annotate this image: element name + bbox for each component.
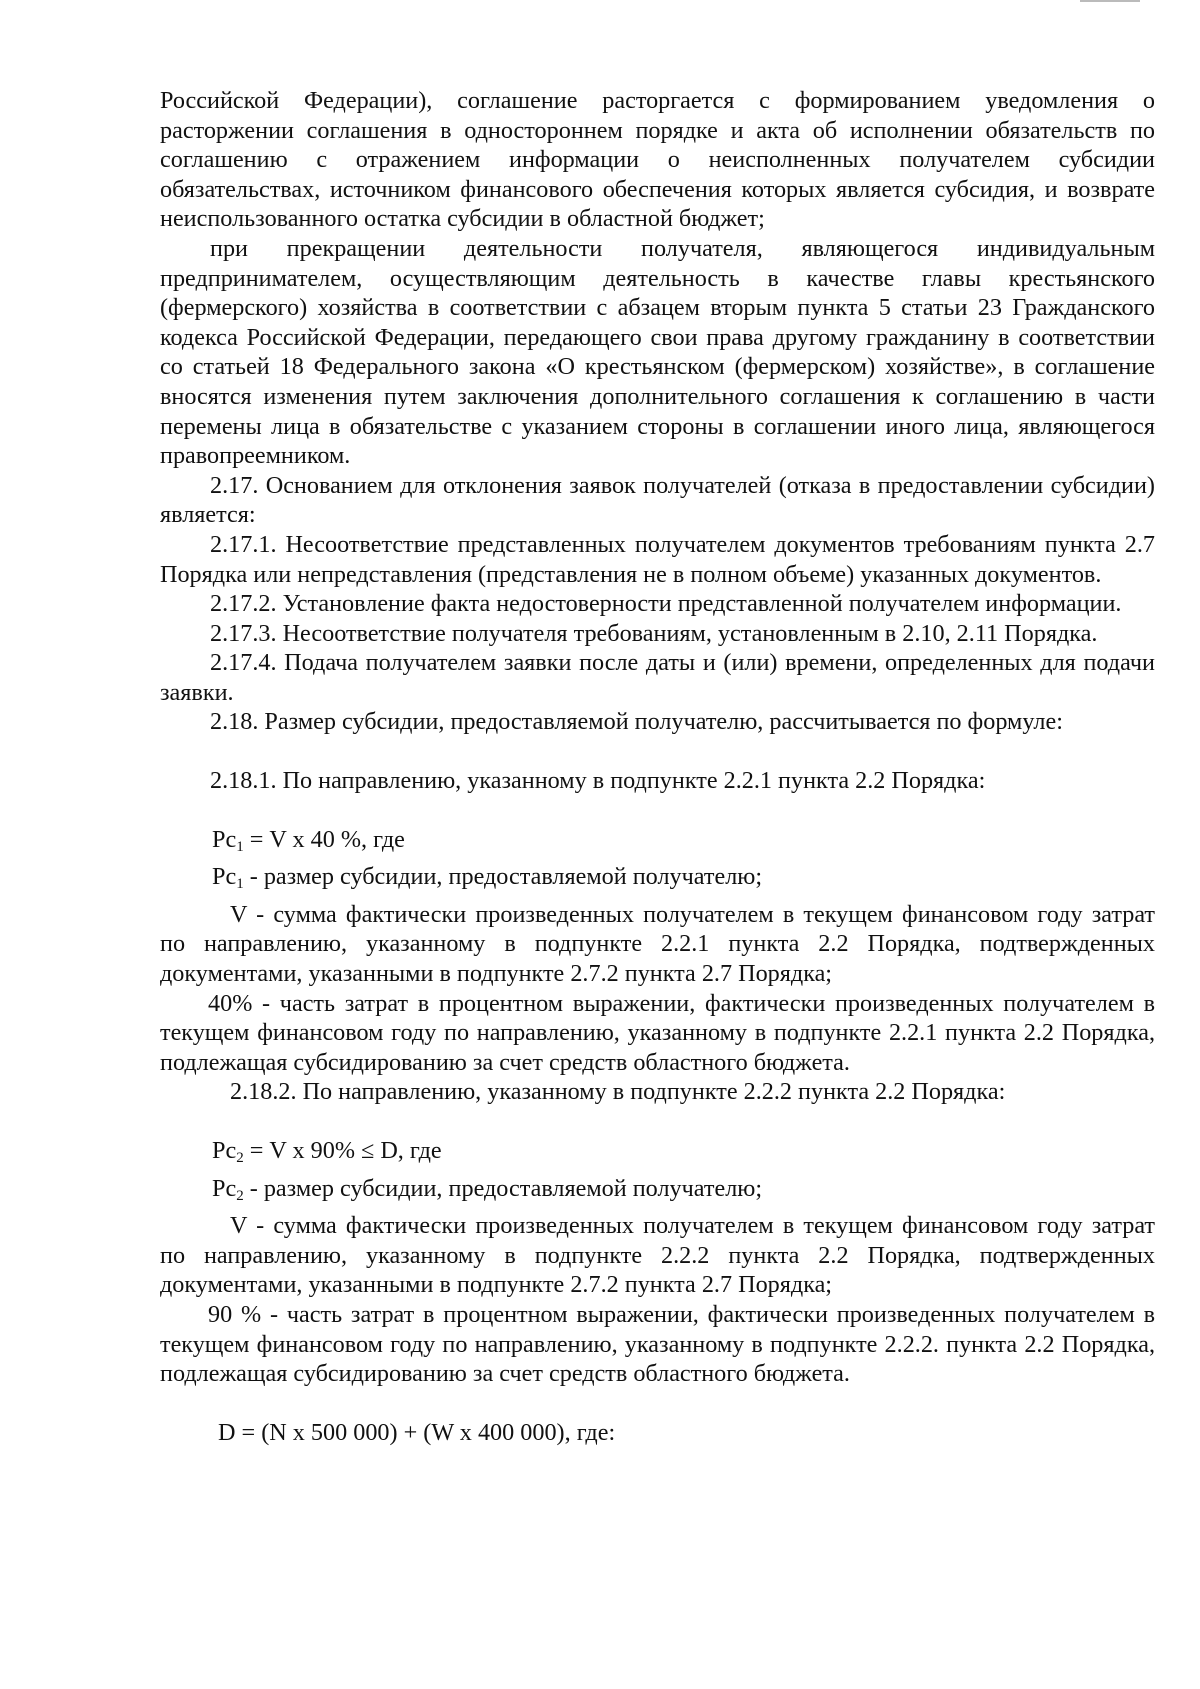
formula-rc1-subscript: 1 xyxy=(236,838,244,855)
definition-rc2-text: - размер субсидии, предоставляемой получателю; xyxy=(243,1174,763,1202)
paragraph-continuation: Российской Федерации), соглашение расторгается с формированием уведомления о расторжении соглашения в одностороннем порядке и акта об исполнении обязательств по соглашению с отражением информации о неисполненных получателем субсидии обязательствах, источником финансового обеспечения которых является субсидия, и возврате неиспользованного остатка субсидии в областной бюджет; xyxy=(160,87,1155,233)
paragraph-2-17-3: 2.17.3. Несоответствие получателя требованиям, установленным в 2.10, 2.11 Порядка. xyxy=(210,619,1098,647)
definition-90-percent: 90 % - часть затрат в процентном выражении, фактически произведенных получателем в текущем финансовом году по направлению, указанному в подпункте 2.2.2. пункта 2.2 Порядка, подлежащая субсидированию за счет средств областного бюджета. xyxy=(160,1300,1155,1388)
spacer xyxy=(160,737,1155,766)
definition-v1: V - сумма фактически произведенных получателем в текущем финансовом году затрат по направлению, указанному в подпункте 2.2.1 пункта 2.2 Порядка, подтвержденных документами, указанными в подпункте 2.7.2 пункта 2.7 Порядка; xyxy=(160,900,1155,988)
formula-rc2-rhs: = V x 90% ≤ D, где xyxy=(243,1137,442,1164)
definition-rc1-text: - размер субсидии, предоставляемой получателю; xyxy=(243,863,763,891)
formula-rc2 xyxy=(160,1136,1155,1174)
formula-rc1-lhs: Рс xyxy=(212,825,237,853)
paragraph-2-18-1: 2.18.1. По направлению, указанному в подпункте 2.2.1 пункта 2.2 Порядка: xyxy=(210,767,986,795)
scan-edge-mark xyxy=(1080,0,1140,2)
formula-rc2-subscript: 2 xyxy=(236,1150,244,1166)
definition-rc2-symbol: Рс xyxy=(212,1174,237,1202)
definition-40-percent: 40% - часть затрат в процентном выражении, фактически произведенных получателем в текущем финансовом году по направлению, указанному в подпункте 2.2.1 пункта 2.2 Порядка, подлежащая субсидированию за счет средств областного бюджета. xyxy=(160,989,1155,1076)
spacer xyxy=(160,1389,1155,1418)
spacer xyxy=(160,1107,1155,1136)
formula-rc1 xyxy=(160,825,1155,863)
paragraph-termination: при прекращении деятельности получателя, являющегося индивидуальным предпринимателем, осуществляющим деятельность в качестве главы крестьянского (фермерского) хозяйства в соответствии с абзацем вторым пункта 5 статьи 23 Гражданского кодекса Российской Федерации, передающего свои права другому гражданину в соответствии со статьей 18 Федерального закона «О крестьянском (фермерском) хозяйстве», в соглашение вносятся изменения путем заключения дополнительного соглашения к соглашению в части перемены лица в обязательстве с указанием стороны в соглашении иного лица, являющегося правопреемником. xyxy=(160,234,1155,470)
spacer xyxy=(160,796,1155,825)
paragraph-2-17: 2.17. Основанием для отклонения заявок получателей (отказа в предоставлении субсидии) является: xyxy=(160,471,1155,529)
definition-rc2 xyxy=(160,1174,1155,1212)
formula-d: D = (N x 500 000) + (W x 400 000), где: xyxy=(218,1418,616,1446)
paragraph-2-17-2: 2.17.2. Установление факта недостоверности представленной получателем информации. xyxy=(210,590,1122,618)
paragraph-2-18-2: 2.18.2. По направлению, указанному в подпункте 2.2.2 пункта 2.2 Порядка: xyxy=(230,1078,1006,1106)
definition-rc1 xyxy=(160,862,1155,900)
definition-v2: V - сумма фактически произведенных получателем в текущем финансовом году затрат по направлению, указанному в подпункте 2.2.2 пункта 2.2 Порядка, подтвержденных документами, указанными в подпункте 2.7.2 пункта 2.7 Порядка; xyxy=(160,1212,1155,1299)
paragraph-2-17-1: 2.17.1. Несоответствие представленных получателем документов требованиям пункта 2.7 Порядка или непредставления (представления не в полном объеме) указанных документов. xyxy=(160,530,1155,588)
document-body xyxy=(160,86,1155,1447)
definition-rc1-symbol: Рс xyxy=(212,863,237,891)
definition-rc1-subscript: 1 xyxy=(236,876,244,893)
definition-rc2-subscript: 2 xyxy=(236,1187,244,1204)
formula-rc2-lhs: Рс xyxy=(212,1137,237,1164)
paragraph-2-17-4: 2.17.4. Подача получателем заявки после даты и (или) времени, определенных для подачи заявки. xyxy=(160,649,1155,706)
paragraph-2-18: 2.18. Размер субсидии, предоставляемой получателю, рассчитывается по формуле: xyxy=(210,708,1063,736)
formula-rc1-rhs: = V x 40 %, где xyxy=(243,825,405,853)
